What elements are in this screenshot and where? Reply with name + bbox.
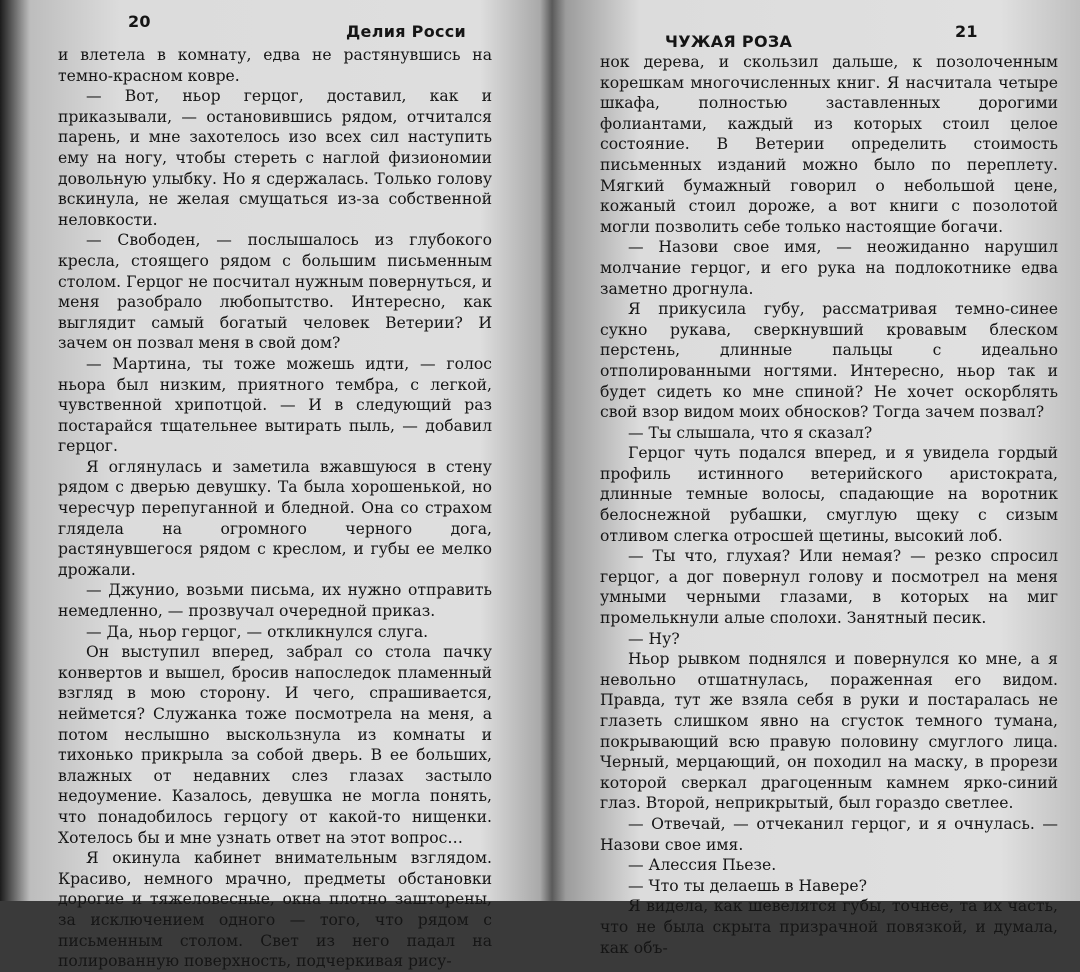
right-page xyxy=(555,0,1080,957)
paragraph: — Вот, ньор герцог, доставил, как и приказывали, — остановившись рядом, отчитался парень, и мне захотелось изо всех сил наступить ему на ногу, чтобы стереть с наглой физиономии довольную улыбку. Но я сдержалась. Только голову вскинула, не желая смущаться из-за собственной неловкости. xyxy=(58,87,492,229)
running-head: ЧУЖАЯ РОЗА xyxy=(665,32,793,51)
paragraph: Герцог чуть подался вперед, и я увидела гордый профиль истинного ветерийского аристократа, длинные темные волосы, спадающие на воротник белоснежной рубашки, смуглую щеку с сизым отливом слегка отросшей щетины, высокий лоб. xyxy=(600,444,1058,545)
paragraph: — Мартина, ты тоже можешь идти, — голос ньора был низким, приятного тембра, с легкой, чувственной хрипотцой. — И в следующий раз постарайся тщательнее вытирать пыль, — добавил герцог. xyxy=(58,354,492,456)
paragraph: и влетела в комнату, едва не растянувшись на темно-красном ковре. xyxy=(58,46,492,85)
paragraph: — Джунио, возьми письма, их нужно отправить немедленно, — прозвучал очередной приказ. xyxy=(58,581,492,621)
page-body xyxy=(58,45,492,972)
paragraph: Он выступил вперед, забрал со стола пачку конвертов и вышел, бросив напоследок пламенный взгляд в мою сторону. И чего, спрашивается, неймется? Служанка тоже посмотрела на меня, а потом неслышно выскользнула из комнаты и тихонько прикрыла за собой дверь. В ее больших, влажных от недавних слез глазах застыло недоумение. Казалось, девушка не могла понять, что понадобилось герцогу от какой-то нищенки. Хотелось бы и мне узнать ответ на этот вопрос… xyxy=(58,643,492,847)
paragraph: — Назови свое имя, — неожиданно нарушил молчание герцог, и его рука на подлокотнике едва заметно дрогнула. xyxy=(600,238,1058,298)
paragraph: — Ты что, глухая? Или немая? — резко спросил герцог, а дог повернул голову и посмотрел на меня умными черными глазами, в которых на миг промелькнули алые сполохи. Занятный песик. xyxy=(600,547,1058,628)
paragraph: Я окинула кабинет внимательным взглядом. Красиво, немного мрачно, предметы обстановки дорогие и тяжеловесные, окна плотно зашторены, за исключением одного — того, что рядом с письменным столом. Свет из него падал на полированную поверхность, подчеркивая рису- xyxy=(58,849,492,971)
paragraph: — Ты слышала, что я сказал? xyxy=(628,423,873,442)
paragraph: — Свободен, — послышалось из глубокого кресла, стоящего рядом с большим письменным столом. Герцог не посчитал нужным повернуться, и меня разобрало любопытство. Интересно, как выглядит самый богатый человек Ветерии? И зачем он позвал меня в свой дом? xyxy=(58,231,492,353)
paragraph: — Что ты делаешь в Навере? xyxy=(628,876,867,895)
paragraph: — Алессия Пьезе. xyxy=(628,856,777,875)
page-number: 20 xyxy=(128,12,151,31)
page-body xyxy=(600,52,1058,958)
paragraph: Я оглянулась и заметила вжавшуюся в стену рядом с дверью девушку. Та была хорошенькой, но чересчур перепуганной и бледной. Она со страхом глядела на огромного черного дога, растянувшегося рядом с креслом, и губы ее мелко дрожали. xyxy=(58,457,492,579)
paragraph: Я видела, как шевелятся губы, точнее, та их часть, что не была скрыта призрачной повязкой, и думала, как объ- xyxy=(600,897,1058,957)
page-number: 21 xyxy=(955,22,978,41)
paragraph: — Ну? xyxy=(628,629,680,648)
paragraph: — Да, ньор герцог, — откликнулся слуга. xyxy=(86,622,429,641)
paragraph: — Отвечай, — отчеканил герцог, и я очнулась. — Назови свое имя. xyxy=(600,814,1058,854)
running-head: Делия Росси xyxy=(346,22,467,41)
paragraph: Ньор рывком поднялся и повернулся ко мне, а я невольно отшатнулась, пораженная его видом. Правда, тут же взяла себя в руки и постаралась не глазеть слишком явно на сгусток темного тумана, покрывающий всю правую половину смуглого лица. Черный, мерцающий, он походил на маску, в прорези которой сверкал драгоценным камнем ярко-синий глаз. Второй, неприкрытый, был гораздо светлее. xyxy=(600,650,1058,813)
paragraph: Я прикусила губу, рассматривая темно-синее сукно рукава, сверкнувший кровавым блеском перстень, длинные пальцы с идеально отполированными ногтями. Интересно, ньор так и будет сидеть ко мне спиной? Не хочет оскорблять свой взор видом моих обносков? Тогда зачем позвал? xyxy=(600,300,1058,422)
paragraph: нок дерева, и скользил дальше, к позолоченным корешкам многочисленных книг. Я насчитала четыре шкафа, полностью заставленных дорогими фолиантами, каждый из которых стоил целое состояние. В Ветерии определить стоимость письменных изданий можно было по переплету. Мягкий бумажный говорил о небольшой цене, кожаный стоил дороже, а вот книги с позолотой могли позволить себе только настоящие богачи. xyxy=(600,53,1058,236)
